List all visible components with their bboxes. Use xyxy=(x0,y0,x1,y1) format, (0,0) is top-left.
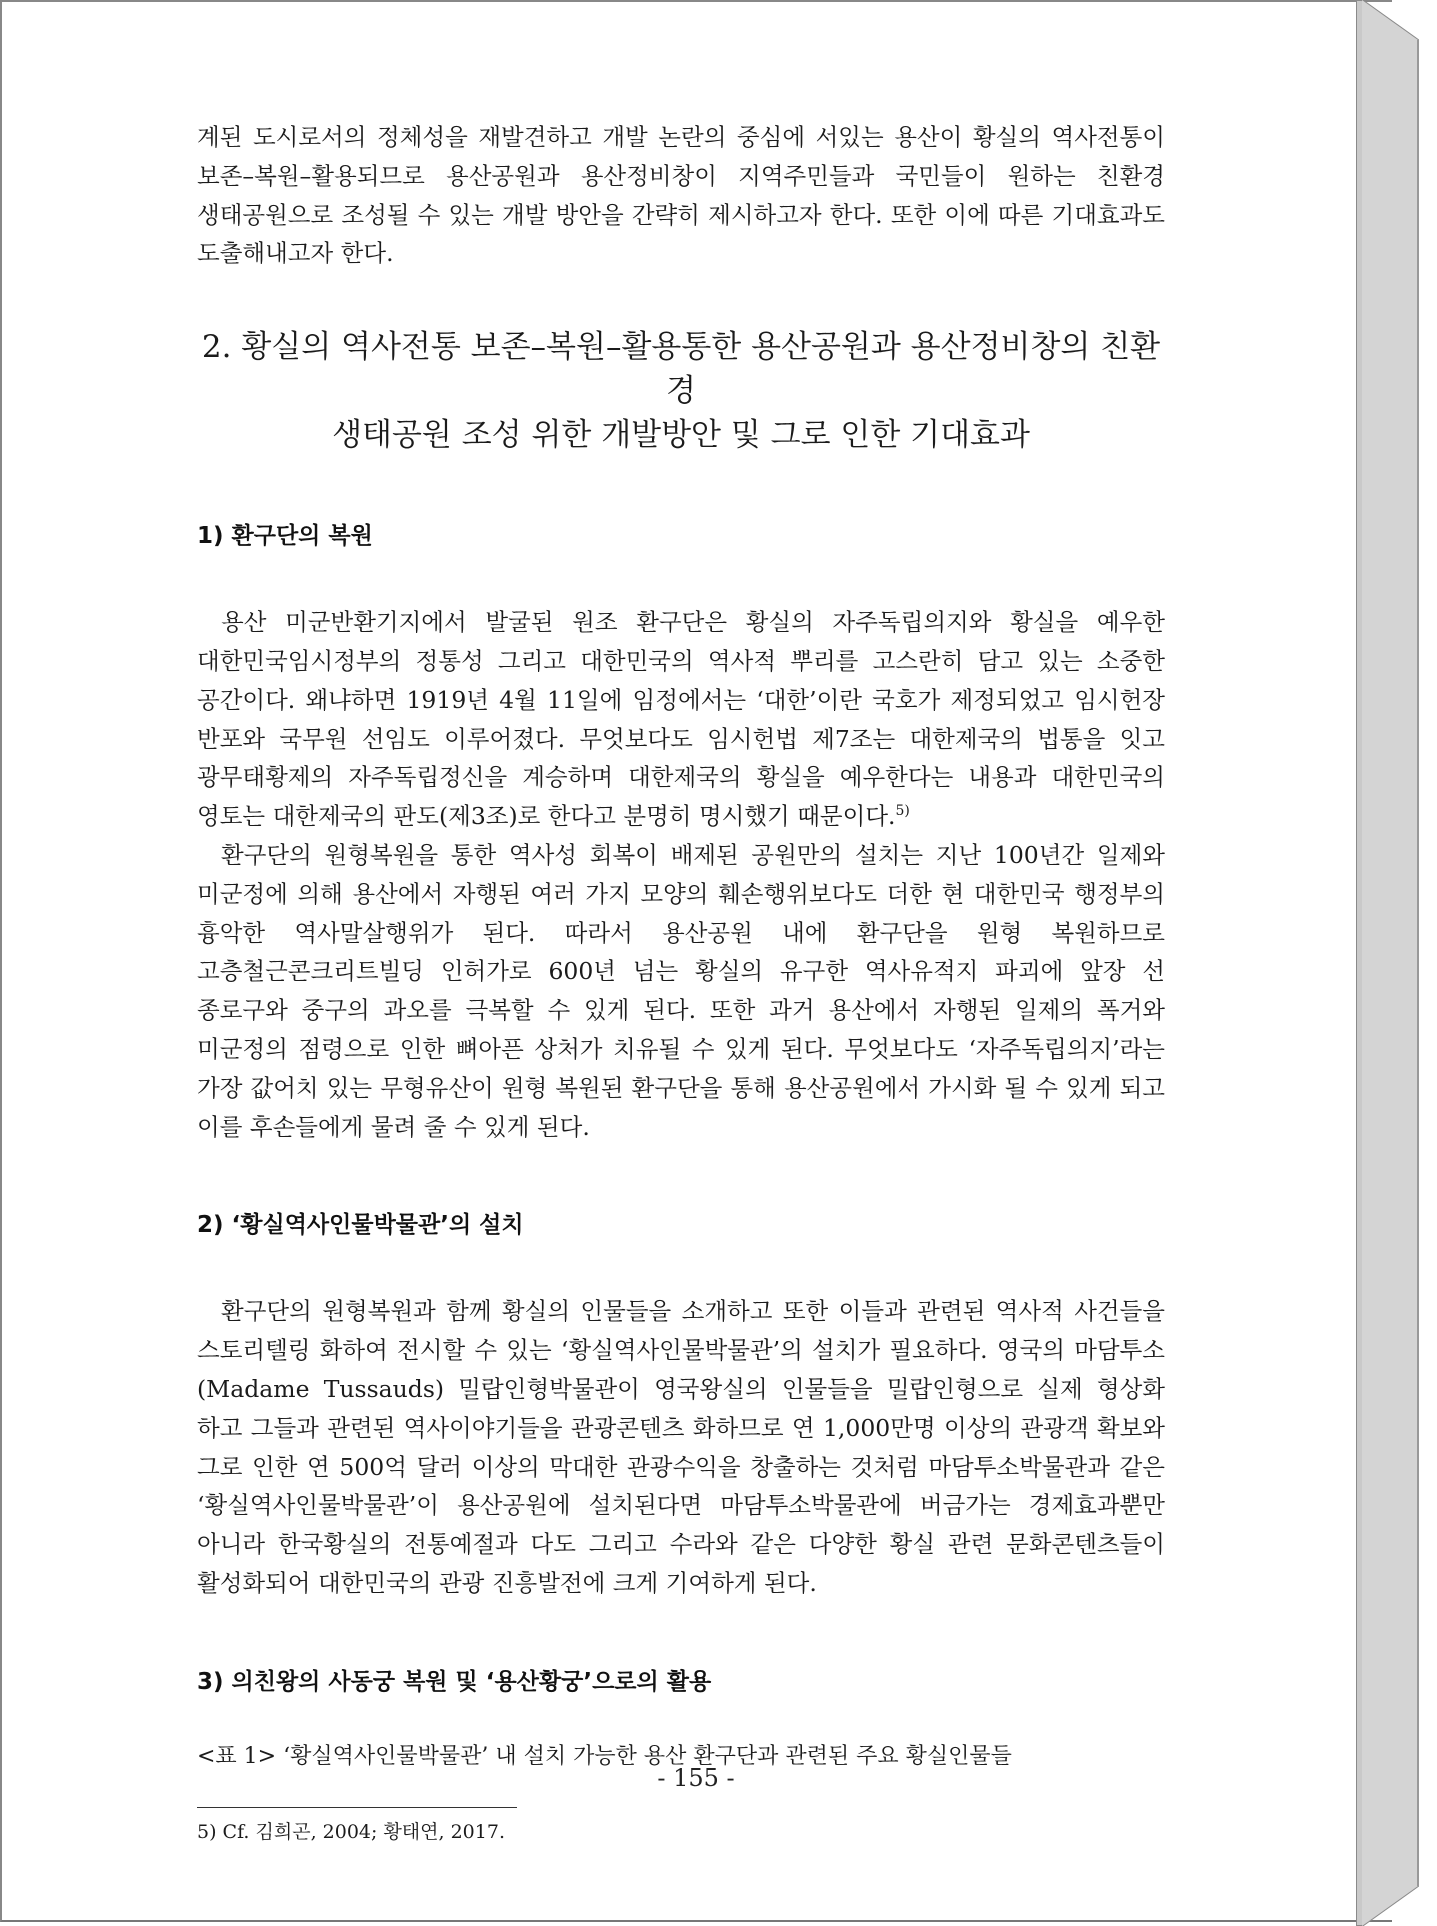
subheading-2: 2) ‘황실역사인물박물관’의 설치 xyxy=(197,1212,524,1239)
section-title xyxy=(197,325,1165,457)
footnote-ref[interactable]: 5) xyxy=(895,803,910,820)
intro-paragraph: 계된 도시로서의 정체성을 재발견하고 개발 논란의 중심에 서있는 용산이 황실의 역사전통이 보존–복원–활용되므로 용산공원과 용산정비창이 지역주민들과 국민들이 원하는 친환경 생태공원으로 조성될 수 있는 개발 방안을 간략히 제시하고자 한다. 또한 이에 따른 기대효과도 도출해내고자 한다. xyxy=(197,123,1165,268)
sub1-paragraph-1-text: 용산 미군반환기지에서 발굴된 원조 환구단은 황실의 자주독립의지와 황실을 예우한 대한민국임시정부의 정통성 그리고 대한민국의 역사적 뿌리를 고스란히 담고 있는 소중한 공간이다. 왜냐하면 1919년 4월 11일에 임정에서는 ‘대한’이란 국호가 제정되었고 임시헌장 반포와 국무원 선임도 이루어졌다. 무엇보다도 임시헌법 제7조는 대한제국의 법통을 잇고 광무태황제의 자주독립정신을 계승하며 대한제국의 황실을 예우한다는 내용과 대한민국의 영토는 대한제국의 판도(제3조)로 한다고 분명히 명시했기 때문이다. xyxy=(197,608,1165,831)
sub1-paragraph-2: 환구단의 원형복원을 통한 역사성 회복이 배제된 공원만의 설치는 지난 100년간 일제와 미군정에 의해 용산에서 자행된 여러 가지 모양의 훼손행위보다도 더한 현 대한민국 행정부의 흉악한 역사말살행위가 된다. 따라서 용산공원 내에 환구단을 원형 복원하므로 고층철근콘크리트빌딩 인허가로 600년 넘는 황실의 유구한 역사유적지 파괴에 앞장 선 종로구와 중구의 과오를 극복할 수 있게 된다. 또한 과거 용산에서 자행된 일제의 폭거와 미군정의 점령으로 인한 뼈아픈 상처가 치유될 수 있게 된다. 무엇보다도 ‘자주독립의지’라는 가장 값어치 있는 무형유산이 원형 복원된 환구단을 통해 용산공원에서 가시화 될 수 있게 되고 이를 후손들에게 물려 줄 수 있게 된다. xyxy=(197,840,1165,1141)
document-body xyxy=(197,118,1165,1846)
footnote-text: 5) Cf. 김희곤, 2004; 황태연, 2017. xyxy=(197,1820,505,1843)
footnote-divider xyxy=(197,1807,517,1808)
subheading-1: 1) 환구단의 복원 xyxy=(197,523,373,550)
table-caption: <표 1> ‘황실역사인물박물관’ 내 설치 가능한 용산 환구단과 관련된 주요 황실인물들 xyxy=(197,1743,1012,1769)
subheading-3: 3) 의친왕의 사동궁 복원 및 ‘용산황궁’으로의 활용 xyxy=(197,1668,712,1695)
page-spine-shadow xyxy=(1356,0,1436,1926)
page-number: - 155 - xyxy=(657,1764,735,1792)
section-title-line-1: 2. 황실의 역사전통 보존–복원–활용통한 용산공원과 용산정비창의 친환경 xyxy=(201,329,1161,410)
sub1-paragraph-1 xyxy=(197,603,1165,836)
sub2-paragraph: 환구단의 원형복원과 함께 황실의 인물들을 소개하고 또한 이들과 관련된 역사적 사건들을 스토리텔링 화하여 전시할 수 있는 ‘황실역사인물박물관’의 설치가 필요하다. 영국의 마담투소(Madame Tussauds) 밀랍인형박물관이 영국왕실의 인물들을 밀랍인형으로 실제 형상화 하고 그들과 관련된 역사이야기들을 관광콘텐츠 화하므로 연 1,000만명 이상의 관광객 확보와 그로 인한 연 500억 달러 이상의 막대한 관광수익을 창출하는 것처럼 마담투소박물관과 같은 ‘황실역사인물박물관’이 용산공원에 설치된다면 마담투소박물관에 버금가는 경제효과뿐만 아니라 한국황실의 전통예절과 다도 그리고 수라와 같은 다양한 황실 관련 문화콘텐츠들이 활성화되어 대한민국의 관광 진흥발전에 크게 기여하게 된다. xyxy=(197,1297,1165,1597)
section-title-line-2: 생태공원 조성 위한 개발방안 및 그로 인한 기대효과 xyxy=(332,417,1030,454)
